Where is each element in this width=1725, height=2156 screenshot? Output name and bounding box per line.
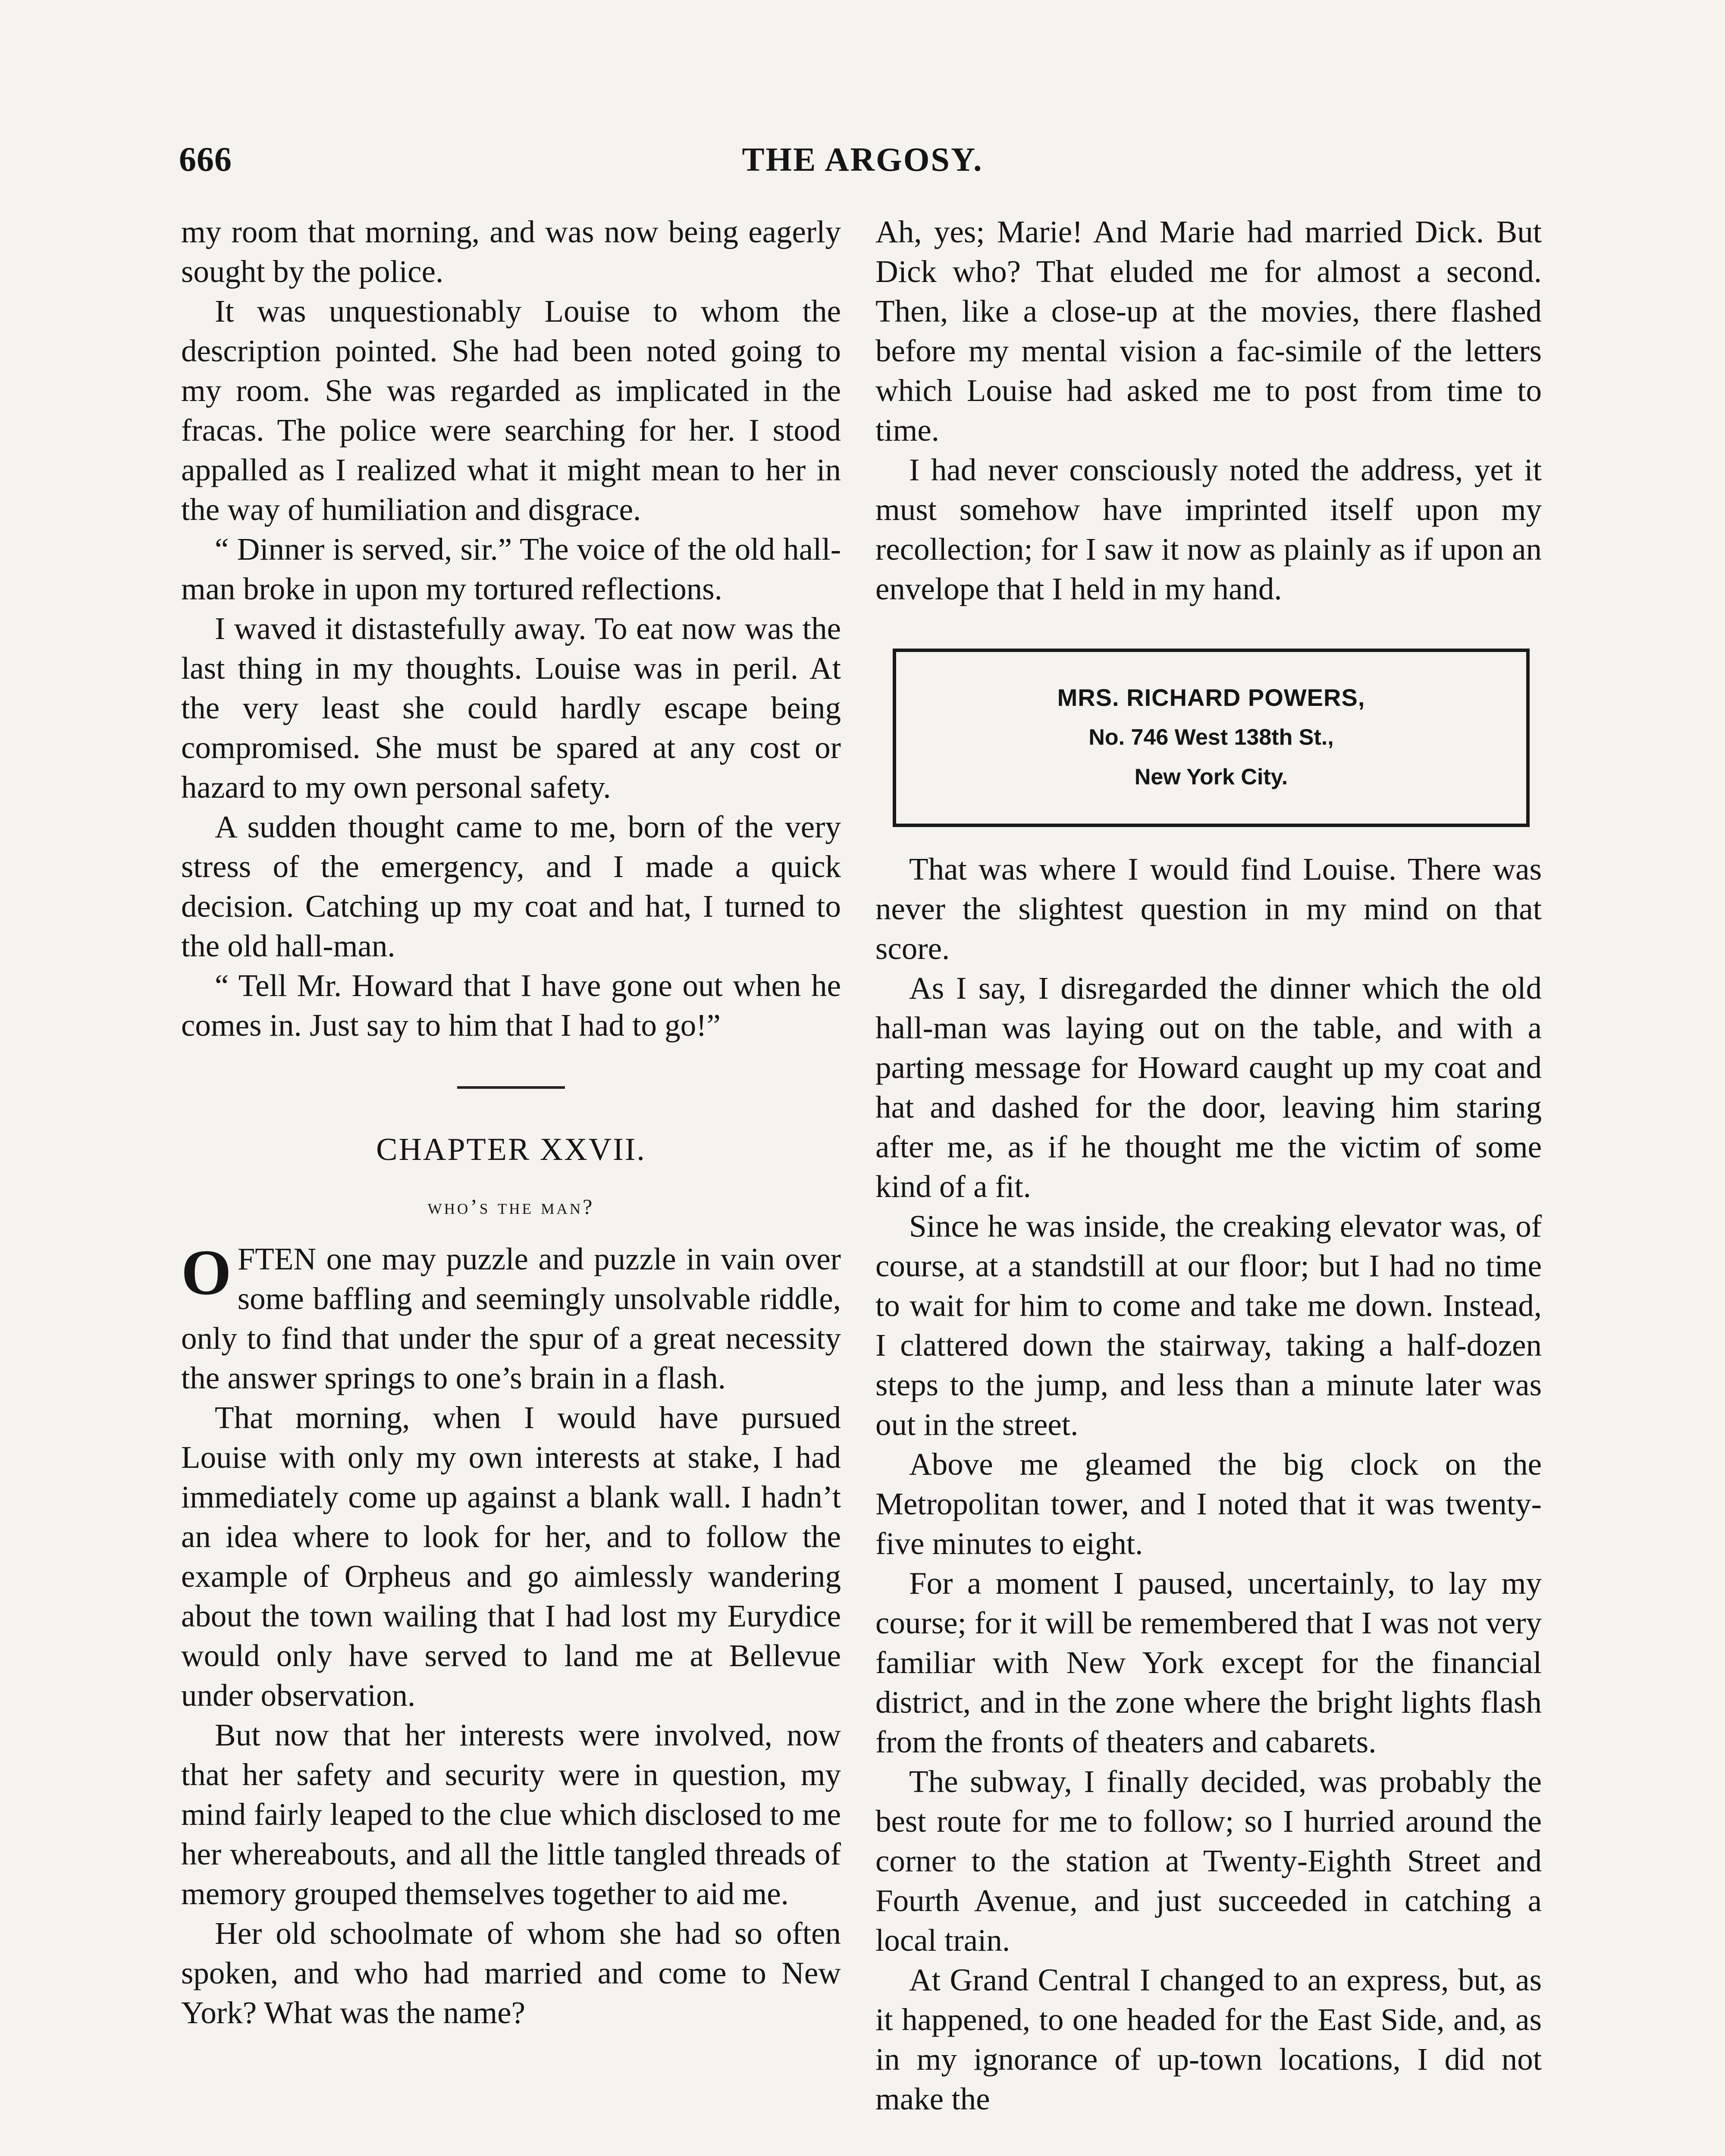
paragraph: “ Dinner is served, sir.” The voice of the old hall-man broke in upon my tortured reflections. — [181, 532, 841, 606]
paragraph: As I say, I disregarded the dinner which the old hall-man was laying out on the table, and with a parting message for Howard caught up my coat and hat and dashed for the door, leaving him staring after me, as if he thought me the victim of some kind of a fit. — [875, 971, 1542, 1204]
drop-cap: O — [181, 1237, 232, 1308]
paragraph: A sudden thought came to me, born of the very stress of the emergency, and I made a quick decision. Catching up my coat and hat, I turned to the old hall-man. — [181, 809, 841, 963]
chapter-title: CHAPTER XXVII. — [376, 1132, 646, 1167]
paragraph: I had never consciously noted the address, yet it must somehow have imprinted itself upon my recollection; for I saw it now as plainly as if upon an envelope that I held in my hand. — [875, 452, 1542, 606]
paragraph: That was where I would find Louise. There was never the slightest question in my mind on that score. — [875, 852, 1542, 966]
paragraph: For a moment I paused, uncertainly, to lay my course; for it will be remembered that I was not very familiar with New York except for the financial district, and in the zone where the bright lights flash from the fronts of theaters and cabarets. — [875, 1566, 1542, 1759]
right-column — [875, 212, 1542, 2119]
paragraph: That morning, when I would have pursued Louise with only my own interests at stake, I had immediately come up against a blank wall. I hadn’t an idea where to look for her, and to follow the example of Orpheus and go aimlessly wandering about the town wailing that I had lost my Eurydice would only have served to land me at Bellevue under observation. — [181, 1400, 841, 1713]
opening-word: FTEN — [237, 1241, 317, 1276]
section-divider — [457, 1086, 565, 1089]
paragraph: Since he was inside, the creaking elevator was, of course, at a standstill at our floor; but I had no time to wait for him to come and take me down. Instead, I clattered down the stairway, taking a half-dozen steps to the jump, and less than a minute later was out in the street. — [875, 1209, 1542, 1442]
address-street: No. 746 West 138th St., — [1088, 725, 1334, 750]
paragraph: But now that her interests were involved, now that her safety and security were in question, my mind fairly leaped to the clue which disclosed to me her whereabouts, and all the little tangled threads of memory grouped themselves together to aid me. — [181, 1717, 841, 1911]
paragraph: Above me gleamed the big clock on the Metropolitan tower, and I noted that it was twenty-five minutes to eight. — [875, 1447, 1542, 1561]
paragraph: The subway, I finally decided, was probably the best route for me to follow; so I hurried around the corner to the station at Twenty-Eighth Street and Fourth Avenue, and just succeeded in catching a local train. — [875, 1764, 1542, 1958]
paragraph: At Grand Central I changed to an express, but, as it happened, to one headed for the East Side, and, as in my ignorance of up-town locations, I did not make the — [875, 1962, 1542, 2116]
left-column — [181, 212, 841, 2033]
paragraph: It was unquestionably Louise to whom the description pointed. She had been noted going to my room. She was regarded as implicated in the fracas. The police were searching for her. I stood appalled as I realized what it might mean to her in the way of humiliation and disgrace. — [181, 294, 841, 527]
address-city: New York City. — [1134, 765, 1288, 790]
running-title: THE ARGOSY. — [742, 141, 983, 178]
paragraph: Her old schoolmate of whom she had so often spoken, and who had married and come to New York? What was the name? — [181, 1916, 841, 2030]
paragraph-text: one may puzzle and puzzle in vain over some baffling and seemingly unsolvable riddle, only to find that under the spur of a great necessity the answer springs to one’s brain in a flash. — [181, 1241, 841, 1395]
chapter-subtitle: who’s the man? — [427, 1194, 595, 1219]
address-name: MRS. RICHARD POWERS, — [1057, 684, 1365, 711]
paragraph: Ah, yes; Marie! And Marie had married Dick. But Dick who? That eluded me for almost a second. Then, like a close-up at the movies, there flashed before my mental vision a fac-simile of the letters which Louise had asked me to post from time to time. — [875, 214, 1542, 448]
paragraph: “ Tell Mr. Howard that I have gone out when he comes in. Just say to him that I had to go!” — [181, 968, 841, 1043]
page-number: 666 — [179, 141, 232, 179]
address-box — [893, 649, 1530, 827]
paragraph: I waved it distastefully away. To eat now was the last thing in my thoughts. Louise was in peril. At the very least she could hardly escape being compromised. She must be spared at any cost or hazard to my own personal safety. — [181, 611, 841, 805]
paragraph: my room that morning, and was now being eagerly sought by the police. — [181, 214, 841, 289]
chapter-opening-paragraph — [181, 1239, 841, 1398]
